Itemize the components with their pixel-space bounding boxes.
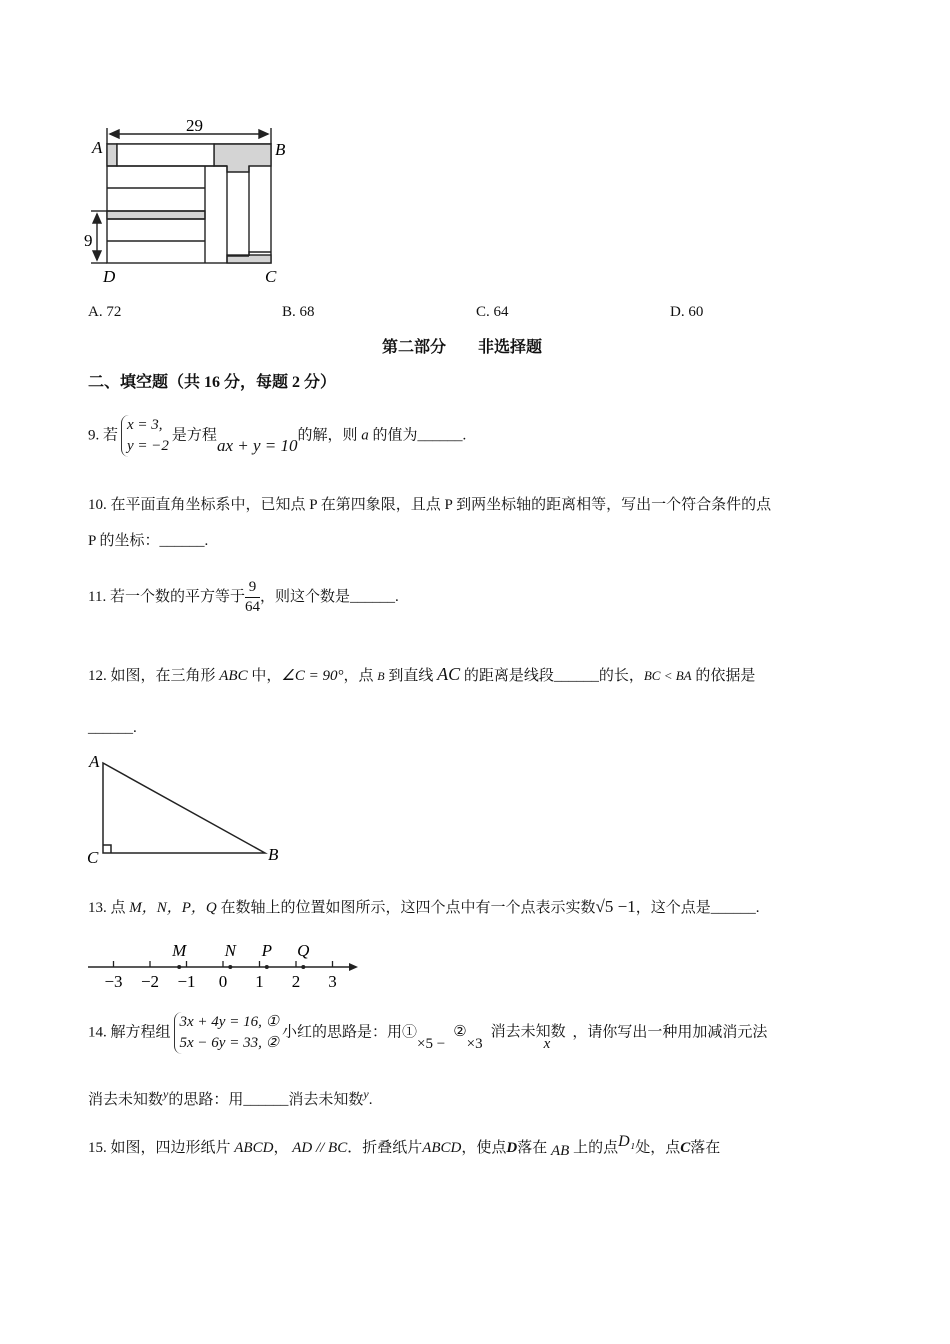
q12-triangle-figure	[103, 763, 265, 853]
q11-fraction	[245, 578, 260, 617]
q12-label-b: B	[268, 845, 279, 864]
tick-label: 1	[255, 972, 264, 991]
q14-y: y	[163, 1087, 169, 1101]
part-heading: 二、填空题（共 16 分，每题 2 分）	[88, 374, 337, 391]
option-d[interactable]: D. 60	[670, 304, 704, 320]
point-label: Q	[297, 941, 310, 960]
q15-text5: 落在	[517, 1140, 548, 1156]
question-12-line2: ______.	[88, 720, 137, 736]
point-M	[177, 965, 181, 969]
q14-eq2: 5x − 6y = 33, ②	[179, 1035, 280, 1051]
q15-d1: D₁	[618, 1133, 636, 1150]
point-Q	[301, 965, 305, 969]
q8-label-c: C	[265, 267, 277, 286]
q14-text4: ，请你写出一种用加减消元法	[572, 1024, 768, 1041]
q15-text8: 落在	[690, 1140, 721, 1156]
q12-ineq: BC < BA	[643, 668, 692, 683]
q9-text4: 的值为______.	[372, 427, 467, 444]
q12-text3: ，点	[343, 668, 374, 684]
q12-label-c: C	[87, 848, 99, 867]
q14-circle2: ②	[453, 1024, 467, 1041]
q12-text: 12. 如图，在三角形	[88, 668, 216, 684]
option-c[interactable]: C. 64	[476, 304, 509, 320]
question-15	[88, 1133, 721, 1159]
q14-line2-end: .	[368, 1092, 373, 1108]
option-b[interactable]: B. 68	[282, 304, 315, 320]
tick-label: 0	[218, 972, 228, 991]
question-10-line2: P 的坐标：______.	[88, 533, 209, 549]
q14-y2: y	[363, 1087, 369, 1101]
q14-text: 14. 解方程组	[88, 1024, 171, 1041]
q15-text2: ，	[273, 1140, 289, 1156]
q9-eq1: x = 3,	[127, 417, 163, 433]
tick-label: 3	[328, 972, 337, 991]
point-label: P	[261, 941, 272, 960]
q15-parallel: AD // BC	[292, 1140, 348, 1156]
q12-angle: ∠C = 90°	[281, 668, 344, 684]
q9-system	[121, 415, 169, 457]
q9-text: 若	[103, 427, 119, 444]
q14-step1: ×5 −	[417, 1036, 446, 1053]
q15-text6: 上的点	[573, 1140, 619, 1156]
q9-eq2: y = −2	[127, 438, 169, 454]
q12-text4: 到直线	[388, 668, 434, 684]
question-11	[88, 578, 399, 617]
q8-label-a: A	[92, 138, 103, 157]
q14-system	[174, 1012, 280, 1054]
q13-text: 13. 点	[88, 900, 126, 916]
q15-text7: 处，点	[635, 1140, 681, 1156]
q12-abc: ABC	[219, 668, 248, 684]
q9-var: a	[361, 427, 369, 444]
tick-label: 2	[291, 972, 301, 991]
question-12	[88, 664, 755, 686]
q14-line2-text: 消去未知数	[88, 1092, 164, 1108]
point-label: M	[172, 941, 187, 960]
q11-denominator: 64	[244, 599, 260, 615]
tick-label: −1	[177, 972, 196, 991]
question-14	[88, 1012, 767, 1054]
question-10-line1: 10. 在平面直角坐标系中，已知点 P 在第四象限，且点 P 到两坐标轴的距离相等，写出一个符合条件的点	[88, 497, 772, 513]
q9-text3: 的解，则	[297, 427, 358, 444]
q14-text2: 小红的思路是：用①	[282, 1024, 418, 1041]
section-title: 第二部分 非选择题	[382, 339, 543, 356]
point-label: N	[224, 941, 236, 960]
q12-label-a: A	[89, 752, 100, 771]
q13-text3: ，这个点是______.	[635, 900, 760, 916]
point-N	[228, 965, 232, 969]
q9-text2: 是方程	[171, 427, 217, 444]
q11-numerator: 9	[245, 578, 260, 598]
q11-text2: ，则这个数是______.	[259, 588, 399, 605]
q12-b: B	[377, 669, 385, 683]
q13-text2: 在数轴上的位置如图所示，这四个点中有一个点表示实数	[220, 900, 596, 916]
q8-rectangle-figure	[91, 128, 271, 263]
q12-text2: 中，	[251, 668, 282, 684]
q8-height-label: 9	[84, 231, 93, 250]
tick-label: −3	[104, 972, 123, 991]
q15-ab: AB	[551, 1143, 570, 1159]
option-a[interactable]: A. 72	[88, 304, 122, 320]
q15-c: C	[680, 1140, 691, 1156]
q14-x: x	[543, 1036, 551, 1053]
q12-text5: 的距离是线段______的长，	[463, 668, 644, 684]
point-P	[265, 965, 269, 969]
q12-text6: 的依据是	[695, 668, 756, 684]
q14-line2-text2: 的思路：用______消去未知数	[168, 1092, 364, 1108]
q15-abcd2: ABCD	[422, 1140, 462, 1156]
q14-eq1: 3x + 4y = 16, ①	[179, 1014, 280, 1030]
q15-text: 15. 如图，四边形纸片	[88, 1140, 231, 1156]
q14-step2: ×3	[466, 1036, 483, 1053]
q11-text: 11. 若一个数的平方等于	[88, 588, 245, 605]
q8-label-d: D	[103, 267, 116, 286]
q15-d: D	[506, 1140, 518, 1156]
q15-text4: ，使点	[461, 1140, 507, 1156]
q13-points: M，N，P，Q	[129, 900, 217, 916]
q12-ac: AC	[437, 664, 461, 684]
q14-text3: 消去未知数	[490, 1024, 566, 1041]
q15-text3: ．折叠纸片	[347, 1140, 423, 1156]
q8-width-label: 29	[186, 116, 203, 135]
q13-root: √5 −1	[595, 897, 636, 916]
q9-number: 9.	[88, 427, 100, 444]
question-13	[88, 897, 759, 918]
q9-equation: ax + y = 10	[216, 436, 298, 456]
q8-label-b: B	[275, 140, 286, 159]
q13-number-line	[88, 941, 358, 991]
tick-label: −2	[140, 972, 160, 991]
question-14-line2	[88, 1087, 373, 1110]
q15-abcd: ABCD	[234, 1140, 274, 1156]
question-9	[88, 415, 466, 457]
